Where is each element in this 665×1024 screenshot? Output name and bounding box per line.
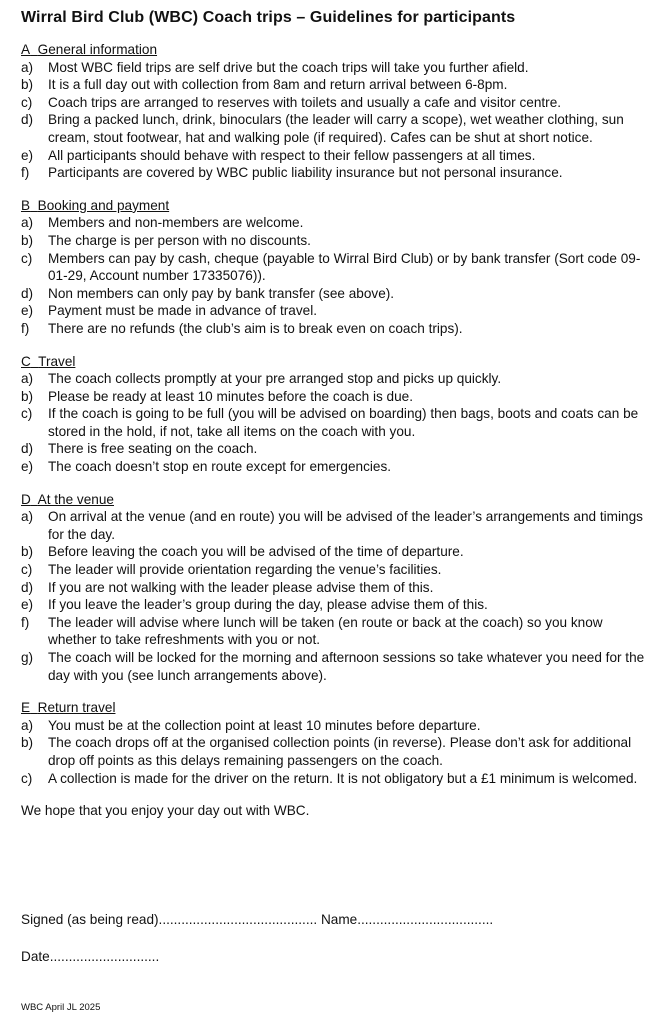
list-item-label: c) [21, 770, 33, 786]
section-letter: D [21, 491, 31, 507]
section-letter: C [21, 353, 31, 369]
list-item [21, 320, 649, 338]
list-item-text: It is a full day out with collection from 8am and return arrival between 6-8pm. [48, 77, 508, 93]
list-item [21, 76, 649, 94]
list-item [21, 579, 649, 597]
list-item-label: d) [21, 112, 34, 128]
list-item [21, 770, 649, 788]
list-item [21, 285, 649, 303]
section-heading [21, 353, 649, 371]
list-item [21, 94, 649, 112]
list-item-text: Participants are covered by WBC public liability insurance but not personal insurance. [48, 165, 563, 181]
list-item-label: c) [21, 406, 33, 422]
list-item-label: e) [21, 597, 34, 613]
list-item-label: b) [21, 735, 34, 751]
list-item-label: a) [21, 717, 34, 733]
list-item-text: The leader will advise where lunch will be taken (en route or back at the coach) so you know whether to take refreshments with you or not. [48, 614, 603, 648]
section-letter: B [21, 197, 31, 213]
list-item-text: The coach drops off at the organised collection points (in reverse). Please don’t ask for additional drop off points as this delays remaining passengers on the coach. [48, 735, 632, 768]
list-item-label: b) [21, 232, 34, 248]
list-item-text: Coach trips are arranged to reserves with toilets and usually a cafe and visitor centre. [48, 94, 562, 110]
section-heading [21, 491, 649, 509]
list-item-text: Please be ready at least 10 minutes before the coach is due. [48, 388, 413, 404]
list-item-text: Members and non-members are welcome. [48, 215, 304, 231]
section-e [21, 699, 649, 787]
list-item [21, 388, 649, 406]
list-item-label: e) [21, 147, 34, 163]
document-title: Wirral Bird Club (WBC) Coach trips – Guidelines for participants [21, 9, 516, 26]
list-item-label: g) [21, 650, 34, 665]
list-item [21, 214, 649, 232]
date-line: Date............................. [21, 949, 160, 964]
list-item-text: On arrival at the venue (and en route) you will be advised of the leader’s arrangements and timings for the day. [48, 509, 643, 542]
list-item-label: a) [21, 371, 34, 387]
section-title: Return travel [37, 700, 116, 716]
list-item [21, 458, 649, 476]
list-item [21, 111, 649, 146]
section-heading [21, 197, 649, 215]
section-a [21, 41, 649, 182]
section-c [21, 353, 649, 476]
list-item-text: The coach collects promptly at your pre arranged stop and picks up quickly. [48, 371, 502, 387]
list-item-text: If you leave the leader’s group during the day, please advise them of this. [48, 597, 488, 613]
list-item-label: c) [21, 250, 33, 266]
section-d [21, 491, 649, 685]
list-item [21, 147, 649, 165]
list-item [21, 596, 649, 614]
section-title: Booking and payment [37, 197, 170, 213]
list-item-text: There are no refunds (the club’s aim is to break even on coach trips). [48, 320, 463, 336]
section-heading-text [21, 700, 115, 715]
list-item-label: a) [21, 59, 34, 75]
section-heading [21, 41, 649, 59]
list-item-text: There is free seating on the coach. [48, 441, 258, 457]
list-item-text: The coach doesn’t stop en route except for emergencies. [48, 459, 392, 475]
list-item-text: If the coach is going to be full (you will be advised on boarding) then bags, boots and coats can be stored in the hold, if not, take all items on the coach with you. [48, 406, 639, 439]
list-item-text: A collection is made for the driver on the return. It is not obligatory but a £1 minimum is welcomed. [48, 770, 638, 786]
list-item [21, 164, 649, 182]
list-item-label: b) [21, 544, 34, 560]
list-item [21, 543, 649, 561]
section-title: General information [37, 42, 158, 57]
list-item [21, 649, 649, 684]
list-item-label: f) [21, 165, 30, 181]
list-item [21, 508, 649, 543]
list-item [21, 302, 649, 320]
list-item [21, 734, 649, 769]
list-item-text: Before leaving the coach you will be advised of the time of departure. [48, 544, 464, 560]
section-title: Travel [38, 353, 76, 369]
list-item [21, 370, 649, 388]
closing-line: We hope that you enjoy your day out with WBC. [21, 803, 310, 819]
list-item-text: Members can pay by cash, cheque (payable to Wirral Bird Club) or by bank transfer (Sort code 09-01-29, Account number 17335076)). [48, 250, 641, 284]
document-page [21, 9, 649, 820]
list-item-label: d) [21, 285, 34, 301]
signature-line: Signed (as being read).......................................... Name.................................... [21, 912, 494, 927]
list-item-text: The coach will be locked for the morning and afternoon sessions so take whatever you need for the day with you (see lunch arrangements above). [48, 650, 645, 683]
list-item [21, 561, 649, 579]
list-item [21, 440, 649, 458]
section-heading [21, 699, 649, 717]
list-item-label: c) [21, 562, 33, 578]
list-item [21, 717, 649, 735]
list-item-label: d) [21, 441, 34, 457]
list-item-text: You must be at the collection point at least 10 minutes before departure. [48, 717, 481, 733]
list-item-text: Bring a packed lunch, drink, binoculars (the leader will carry a scope), wet weather clothing, sun cream, stout footwear, hat and walking pole (if required). Cafes can be shut at short notice. [48, 112, 624, 145]
list-item-label: c) [21, 94, 33, 110]
list-item-label: e) [21, 459, 34, 475]
list-item-label: a) [21, 215, 34, 231]
list-item-label: e) [21, 303, 34, 319]
section-heading-text [21, 42, 157, 57]
section-heading-text [21, 198, 169, 213]
list-item-text: Most WBC field trips are self drive but the coach trips will take you further afield. [48, 59, 529, 75]
list-item-label: f) [21, 320, 30, 336]
list-item-label: a) [21, 509, 34, 525]
list-item [21, 250, 649, 285]
list-item-label: d) [21, 579, 34, 595]
list-item [21, 614, 649, 649]
section-letter: E [21, 700, 31, 716]
list-item-text: The charge is per person with no discounts. [48, 232, 311, 248]
section-heading-text [21, 354, 75, 369]
list-item-label: b) [21, 388, 34, 404]
list-item-text: All participants should behave with respect to their fellow passengers at all times. [48, 147, 536, 163]
list-item-text: If you are not walking with the leader please advise them of this. [48, 579, 434, 595]
list-item-text: Non members can only pay by bank transfer (see above). [48, 285, 395, 301]
section-letter: A [21, 42, 31, 57]
list-item [21, 59, 649, 77]
sections-container [21, 41, 649, 787]
list-item-text: The leader will provide orientation regarding the venue’s facilities. [48, 562, 442, 578]
list-item-label: b) [21, 77, 34, 93]
list-item-label: f) [21, 614, 30, 630]
footer-note: WBC April JL 2025 [21, 1002, 101, 1013]
list-item [21, 405, 649, 440]
list-item-text: Payment must be made in advance of travel. [48, 303, 317, 319]
section-heading-text [21, 492, 114, 507]
list-item [21, 232, 649, 250]
section-b [21, 197, 649, 338]
section-title: At the venue [37, 491, 114, 507]
